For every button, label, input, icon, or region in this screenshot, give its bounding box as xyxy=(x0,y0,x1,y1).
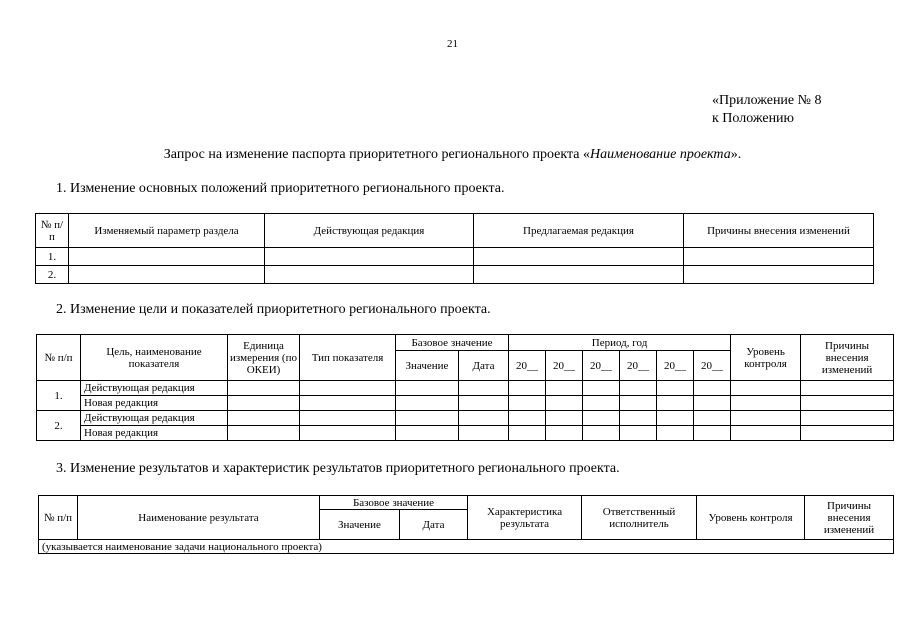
title-prefix: Запрос на изменение паспорта приоритетного регионального проекта « xyxy=(163,147,590,162)
section-2-table xyxy=(36,334,894,441)
s1-header-parameter: Изменяемый параметр раздела xyxy=(69,214,265,248)
s1-header-proposed: Предлагаемая редакция xyxy=(474,214,684,248)
s1-header-num: № п/п xyxy=(36,214,69,248)
s2-header-level: Уровень контроля xyxy=(731,335,801,381)
s2-row-num: 1. xyxy=(37,381,81,411)
s2-row-current-label: Действующая редакция xyxy=(81,411,228,426)
appendix-line-1: «Приложение № 8 xyxy=(712,93,822,108)
s2-header-year: 20__ xyxy=(694,351,731,381)
s2-header-num: № п/п xyxy=(37,335,81,381)
s1-row-num: 1. xyxy=(36,248,69,266)
section-3-table xyxy=(38,495,894,554)
s2-row-current-label: Действующая редакция xyxy=(81,381,228,396)
s2-header-type: Тип показателя xyxy=(300,335,396,381)
s2-header-unit: Единица измерения (по ОКЕИ) xyxy=(228,335,300,381)
s2-header-base-date: Дата xyxy=(459,351,509,381)
table-row xyxy=(37,411,894,426)
s3-header-base-date: Дата xyxy=(400,510,468,540)
s1-cell xyxy=(69,248,265,266)
s3-header-base: Базовое значение xyxy=(320,496,468,510)
s3-header-characteristic: Характеристика результата xyxy=(468,496,582,540)
s3-header-level: Уровень контроля xyxy=(697,496,805,540)
section-3-heading: 3. Изменение результатов и характеристик результатов приоритетного регионального проекта. xyxy=(56,461,620,476)
s2-header-goal: Цель, наименование показателя xyxy=(81,335,228,381)
s2-header-year: 20__ xyxy=(509,351,546,381)
appendix-line-2: к Положению xyxy=(712,111,795,126)
s3-header-base-value: Значение xyxy=(320,510,400,540)
table-row xyxy=(36,248,874,266)
s2-header-period: Период, год xyxy=(509,335,731,351)
s1-cell xyxy=(474,266,684,284)
document-title xyxy=(0,147,905,163)
s1-cell xyxy=(684,266,874,284)
s2-row-new-label: Новая редакция xyxy=(81,396,228,411)
table-row xyxy=(37,381,894,396)
s2-header-year: 20__ xyxy=(546,351,583,381)
s2-row-num: 2. xyxy=(37,411,81,441)
table-row xyxy=(37,396,894,411)
section-2-heading: 2. Изменение цели и показателей приоритетного регионального проекта. xyxy=(56,302,491,317)
s1-cell xyxy=(265,266,474,284)
title-suffix: ». xyxy=(730,147,742,162)
title-project-name: Наименование проекта xyxy=(589,147,731,162)
appendix-label xyxy=(712,92,822,128)
table-row xyxy=(36,266,874,284)
s2-header-base-value: Значение xyxy=(396,351,459,381)
s3-header-responsible: Ответственный исполнитель xyxy=(582,496,697,540)
s3-header-name: Наименование результата xyxy=(78,496,320,540)
s1-cell xyxy=(69,266,265,284)
s1-row-num: 2. xyxy=(36,266,69,284)
page-number: 21 xyxy=(447,38,458,50)
s3-task-note: (указывается наименование задачи национального проекта) xyxy=(39,540,894,554)
s1-cell xyxy=(474,248,684,266)
s2-header-year: 20__ xyxy=(620,351,657,381)
s2-header-year: 20__ xyxy=(583,351,620,381)
s3-header-num: № п/п xyxy=(39,496,78,540)
s1-header-current: Действующая редакция xyxy=(265,214,474,248)
s1-header-reasons: Причины внесения изменений xyxy=(684,214,874,248)
s1-cell xyxy=(684,248,874,266)
s2-row-new-label: Новая редакция xyxy=(81,426,228,441)
s1-cell xyxy=(265,248,474,266)
table-row xyxy=(39,540,894,554)
s2-header-year: 20__ xyxy=(657,351,694,381)
s2-header-base: Базовое значение xyxy=(396,335,509,351)
table-row xyxy=(37,426,894,441)
s2-header-reasons: Причины внесения изменений xyxy=(801,335,894,381)
section-1-table xyxy=(35,213,874,284)
section-1-heading: 1. Изменение основных положений приоритетного регионального проекта. xyxy=(56,181,505,196)
s3-header-reasons: Причины внесения изменений xyxy=(805,496,894,540)
